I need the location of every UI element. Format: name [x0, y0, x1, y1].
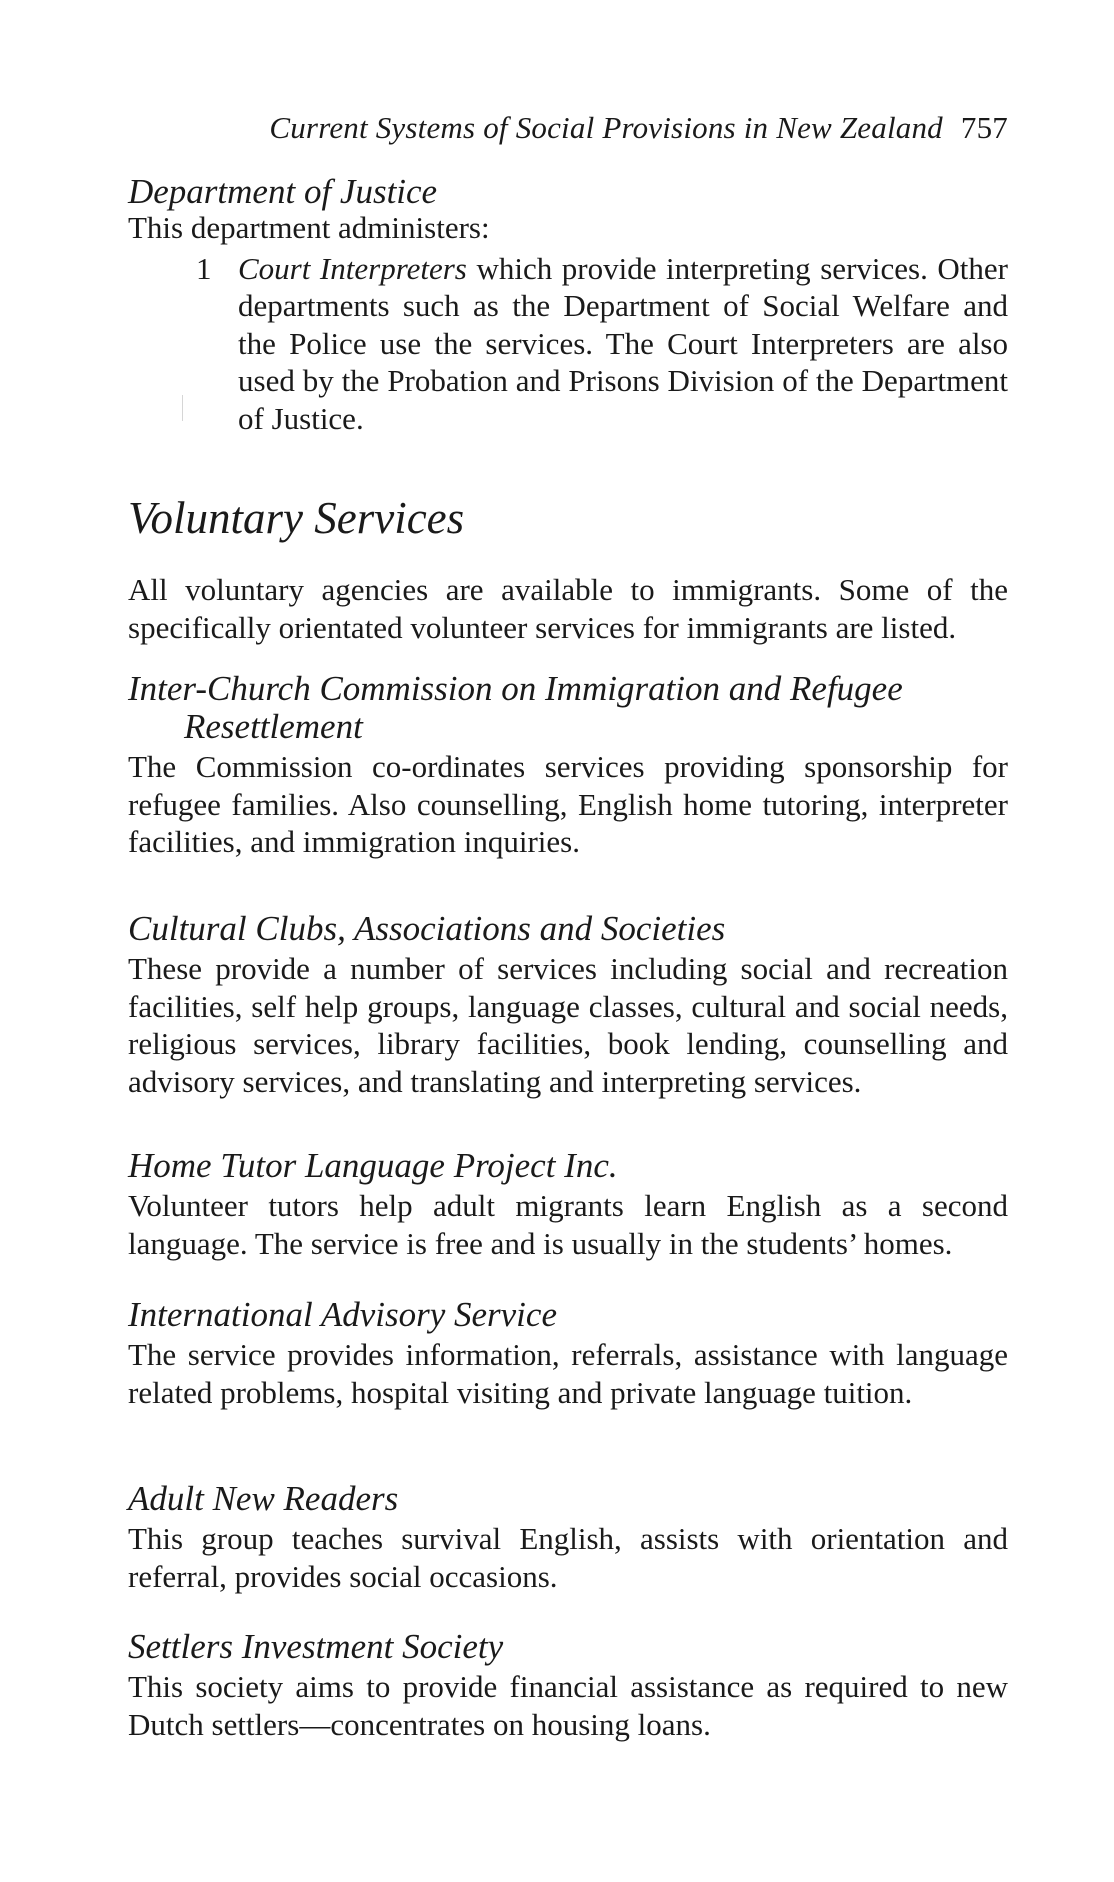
section-text: All voluntary agencies are available to immigrants. Some of the specifically orientated volunteer services for immigrants are listed. [128, 572, 1008, 645]
section-text: The service provides information, referrals, assistance with language related problems, hospital visiting and private language tuition. [128, 1337, 1008, 1410]
page-number: 757 [960, 110, 1008, 145]
section-heading-line1: Inter-Church Commission on Immigration and Refugee [128, 669, 903, 708]
running-header [128, 110, 1008, 146]
major-heading: Voluntary Services [128, 493, 465, 543]
section-text: This society aims to provide financial assistance as required to new Dutch settlers—concentrates on housing loans. [128, 1669, 1008, 1742]
section-heading: Home Tutor Language Project Inc. [128, 1146, 618, 1185]
section-inter-church-commission [128, 670, 1008, 861]
section-heading: International Advisory Service [128, 1295, 557, 1334]
section-heading: Adult New Readers [128, 1479, 399, 1518]
section-text: This group teaches survival English, assists with orientation and referral, provides social occasions. [128, 1521, 1008, 1594]
section-text: The Commission co-ordinates services providing sponsorship for refugee families. Also counselling, English home tutoring, interpreter facilities, and immigration inquiries. [128, 749, 1008, 859]
section-heading-line2: Resettlement [184, 707, 363, 746]
section-department-of-justice [128, 173, 1008, 437]
section-text: These provide a number of services including social and recreation facilities, self help groups, language classes, cultural and social needs, religious services, library facilities, book lending, counselling and advisory services, and translating and interpreting services. [128, 951, 1008, 1099]
section-settlers-investment [128, 1628, 1008, 1743]
section-international-advisory [128, 1296, 1008, 1411]
section-text: Volunteer tutors help adult migrants learn English as a second language. The service is free and is usually in the students’ homes. [128, 1188, 1008, 1261]
section-cultural-clubs [128, 910, 1008, 1100]
list-item-term: Court Interpreters [238, 250, 467, 286]
section-adult-new-readers [128, 1480, 1008, 1595]
list-item-number: 1 [196, 250, 212, 286]
margin-mark [182, 395, 183, 421]
list-item-text: which provide interpreting services. Other departments such as the Department of Social Welfare and the Police use the services. The Court Interpreters are also used by the Probation and Prisons Division of the Department of Justice. [238, 250, 1008, 436]
running-title: Current Systems of Social Provisions in New Zealand [269, 110, 943, 145]
section-home-tutor [128, 1147, 1008, 1262]
section-heading: Department of Justice [128, 172, 438, 211]
section-voluntary-services [128, 493, 1008, 646]
section-heading: Cultural Clubs, Associations and Societies [128, 909, 726, 948]
section-heading: Settlers Investment Society [128, 1627, 504, 1666]
section-intro: This department administers: [128, 210, 490, 245]
list-item-court-interpreters [128, 250, 1008, 438]
section-heading [128, 670, 1008, 746]
